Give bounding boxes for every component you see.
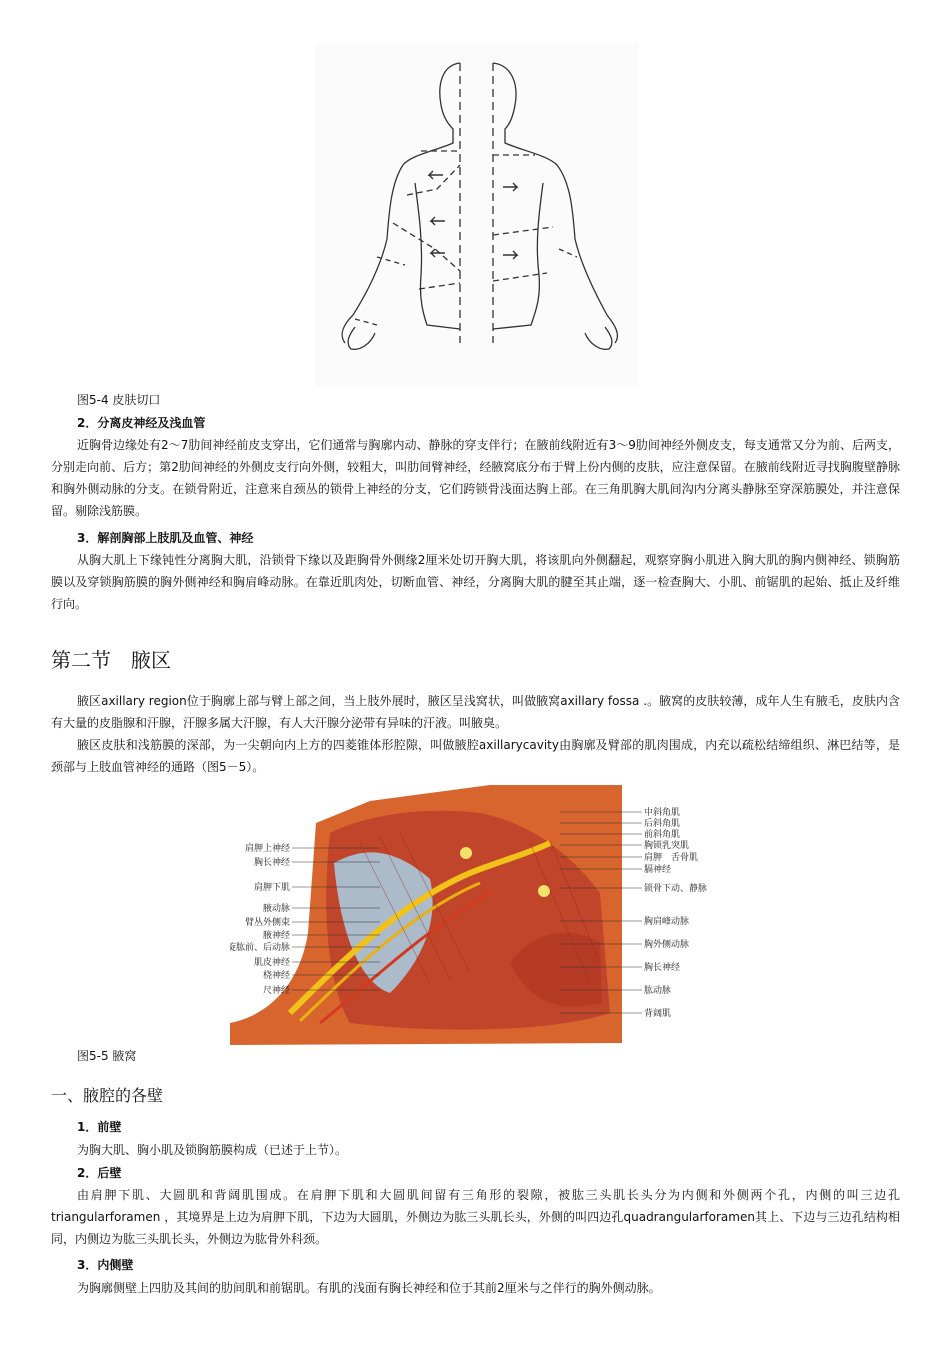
section-heading: 一、腋腔的各壁 bbox=[51, 1086, 164, 1105]
axilla-figure bbox=[230, 783, 710, 1045]
paragraph: 由肩胛下肌、大圆肌和背阔肌围成。在肩胛下肌和大圆肌间留有三角形的裂隙，被肱三头肌长头分为内侧和外侧两个孔，内侧的叫三边孔triangularforamen ，其境界是上边为肩胛下肌，下边为大圆肌，外侧边为肱三头肌长头，外侧的叫四边孔quadrangularforamen其上、下边与三边孔结构相同，内侧边为肱三头肌长头，外侧边为肱骨外科颈。 bbox=[51, 1188, 900, 1246]
paragraph: 从胸大肌上下缘钝性分离胸大肌，沿锁骨下缘以及距胸骨外侧缘2厘米处切开胸大肌，将该肌向外侧翻起，观察穿胸小肌进入胸大肌的胸内侧神经、锁胸筋膜以及穿锁胸筋膜的胸外侧神经和胸肩峰动脉。在靠近肌肉处，切断血管、神经，分离胸大肌的腱至其止端，逐一检查胸大、小肌、前锯肌的起始、抵止及纤维行向。 bbox=[51, 553, 900, 611]
subsection-heading: 3．内侧壁 bbox=[77, 1258, 134, 1272]
section-title: 第二节 腋区 bbox=[51, 648, 171, 672]
figure-caption: 图5-4 皮肤切口 bbox=[77, 393, 161, 407]
anatomy-label: 旋肱前、后动脉 bbox=[230, 943, 290, 953]
anatomy-label: 臂丛外侧束 bbox=[244, 918, 290, 928]
anatomy-label: 肩胛下肌 bbox=[253, 883, 290, 893]
subsection-heading: 2．后壁 bbox=[77, 1166, 122, 1180]
paragraph: 腋区皮肤和浅筋膜的深部，为一尖朝向内上方的四菱锥体形腔隙，叫做腋腔axillarycavity由胸廓及臂部的肌肉围成，内充以疏松结缔组织、淋巴结等，是颈部与上肢血管神经的通路（图5－5）。 bbox=[51, 738, 900, 774]
anatomy-label: 前斜角肌 bbox=[644, 830, 681, 840]
paragraph: 近胸骨边缘处有2～7肋间神经前皮支穿出，它们通常与胸廓内动、静脉的穿支伴行；在腋前线附近有3～9肋间神经外侧皮支，每支通常又分为前、后两支，分别走向前、后方；第2肋间神经的外侧皮支行向外侧，较粗大，叫肋间臂神经，经腋窝底分布于臂上份内侧的皮肤，应注意保留。在腋前线附近寻找胸腹壁静脉和胸外侧动脉的分支。在锁骨附近，注意来自颈丛的锁骨上神经的分支，它们跨锁骨浅面达胸上部。在三角肌胸大肌间沟内分离头静脉至穿深筋膜处，并注意保留。剔除浅筋膜。 bbox=[51, 438, 900, 518]
anatomy-label: 中斜角肌 bbox=[644, 808, 681, 818]
anatomy-label: 腋神经 bbox=[262, 931, 290, 941]
anatomy-label: 胸肩峰动脉 bbox=[644, 917, 690, 927]
axilla-illustration bbox=[230, 783, 710, 1045]
anatomy-label: 胸外侧动脉 bbox=[644, 940, 690, 950]
subsection-heading: 1．前壁 bbox=[77, 1120, 122, 1134]
anatomy-label: 胸锁乳突肌 bbox=[644, 841, 690, 851]
anatomy-label: 肱动脉 bbox=[644, 986, 672, 996]
anatomy-label: 膈神经 bbox=[644, 865, 672, 875]
anatomy-label: 后斜角肌 bbox=[644, 819, 681, 829]
subsection-heading: 2．分离皮神经及浅血管 bbox=[77, 416, 206, 430]
anatomy-label: 桡神经 bbox=[262, 971, 290, 981]
anatomy-label: 锁骨下动、静脉 bbox=[644, 884, 708, 894]
paragraph: 腋区axillary region位于胸廓上部与臂上部之间，当上肢外展时，腋区呈浅窝状，叫做腋窝axillary fossa .。腋窝的皮肤较薄，成年人生有腋毛，皮肤内含有大量的皮脂腺和汗腺，汗腺多属大汗腺，有人大汗腺分泌带有异味的汗液。叫腋臭。 bbox=[51, 694, 900, 730]
anatomy-label: 胸长神经 bbox=[644, 963, 681, 973]
anatomy-label: 肩胛上神经 bbox=[244, 844, 290, 854]
figure-caption: 图5-5 腋窝 bbox=[77, 1049, 137, 1063]
anatomy-label: 腋动脉 bbox=[262, 904, 290, 914]
anatomy-label: 背阔肌 bbox=[644, 1009, 672, 1019]
anatomy-label: 肩胛 舌骨肌 bbox=[644, 853, 699, 863]
anatomy-label: 尺神经 bbox=[262, 986, 290, 996]
skin-incision-figure bbox=[315, 43, 638, 388]
anatomy-label: 肌皮神经 bbox=[253, 958, 290, 968]
paragraph: 为胸大肌、胸小肌及锁胸筋膜构成（已述于上节）。 bbox=[77, 1143, 348, 1157]
subsection-heading: 3．解剖胸部上肢肌及血管、神经 bbox=[77, 531, 254, 545]
skin-incision-illustration bbox=[315, 43, 638, 388]
paragraph: 为胸廓侧壁上四肋及其间的肋间肌和前锯肌。有肌的浅面有胸长神经和位于其前2厘米与之伴行的胸外侧动脉。 bbox=[77, 1281, 661, 1295]
anatomy-label: 胸长神经 bbox=[253, 858, 290, 868]
